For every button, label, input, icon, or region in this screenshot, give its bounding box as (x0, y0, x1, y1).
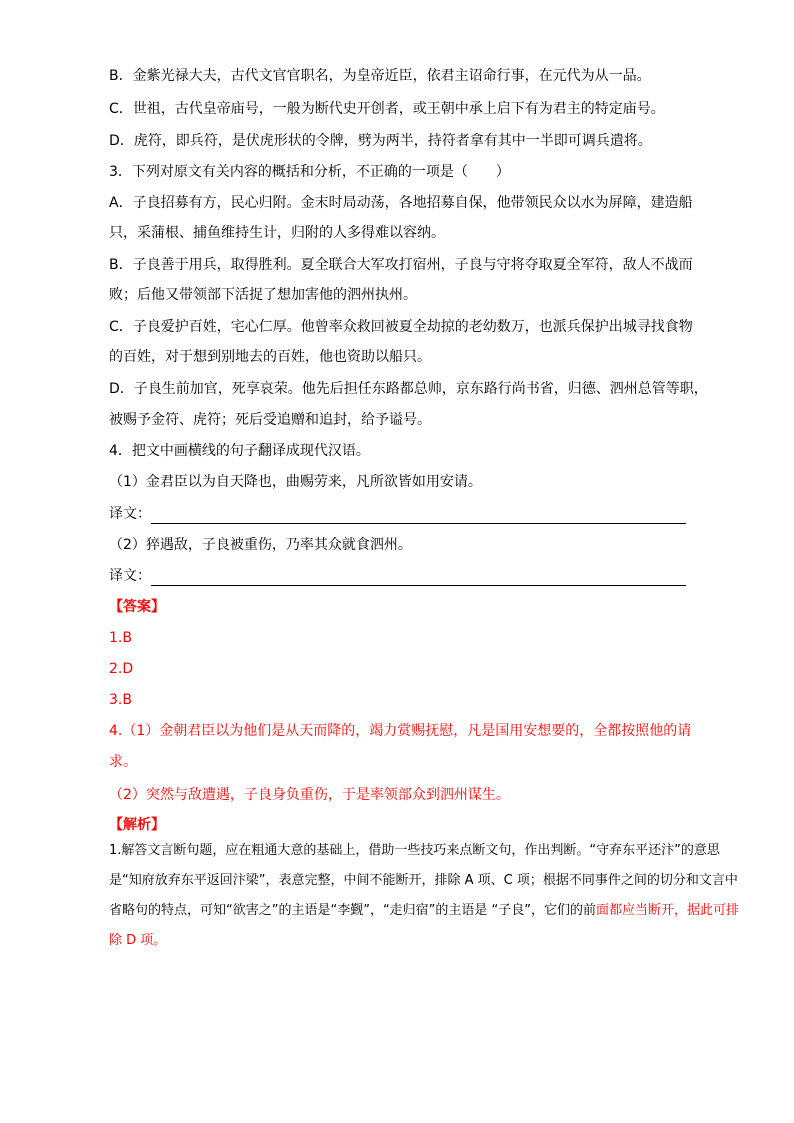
analysis-paragraph (109, 836, 749, 956)
question-3-option-b-line2: 败；后他又带领部下活捉了想加害他的泗州执州。 (109, 287, 417, 303)
question-3-option-b-line1: B．子良善于用兵，取得胜利。夏全联合大军攻打宿州，子良与守将夺取夏全军符，敌人不战而 (109, 257, 693, 273)
answer-4-1-line2: 求。 (109, 754, 137, 770)
question-3-option-c-line2: 的百姓，对于想到别地去的百姓，他也资助以船只。 (109, 349, 431, 365)
answer-heading: 【答案】 (109, 599, 165, 615)
question-3-option-c-line1: C．子良爱护百姓，宅心仁厚。他曾率众救回被夏全劫掠的老幼数万，也派兵保护出城寻找食物 (109, 319, 693, 335)
analysis-text-red: 面都应当断开，据此可排除 D 项。 (109, 903, 740, 948)
translation-row-2 (109, 566, 686, 588)
translation-label: 译文： (109, 506, 151, 522)
translation-blank-line[interactable] (151, 523, 686, 524)
question-3-option-a-line1: A．子良招募有方，民心归附。金末时局动荡，各地招募自保，他带领民众以水为屏障，建造船 (109, 195, 693, 211)
question-4-sentence-2: （2）猝遇敌，子良被重伤，乃率其众就食泗州。 (109, 537, 412, 553)
question-3-option-d-line1: D．子良生前加官，死享哀荣。他先后担任东路都总帅，京东路行尚书省，归德、泗州总管等职， (109, 381, 708, 397)
option-d-line: D．虎符，即兵符，是伏虎形状的令牌，劈为两半，持符者拿有其中一半即可调兵遣将。 (109, 133, 652, 149)
question-3-stem: 3．下列对原文有关内容的概括和分析，不正确的一项是（ ） (109, 164, 510, 180)
analysis-text: 1.解答文言断句题，应在粗通大意的基础上，借助一些技巧来点断文句，作出判断。“守弃东平还汴”的意思是“知府放弃东平返回汴梁”，表意完整，中间不能断开，排除 A 项、C 项；根据不同事件之间的切分和文言中省略句的特点，可知“欲害之”的主语是“李觐”，“走归宿”的主语是 “子良”，它们的前 (109, 843, 738, 918)
option-b-line: B．金紫光禄大夫，古代文官官职名，为皇帝近臣，依君主诏命行事，在元代为从一品。 (109, 68, 651, 84)
answer-1: 1.B (109, 630, 132, 646)
question-3-option-a-line2: 只，采蒲根、捕鱼维持生计，归附的人多得难以容纳。 (109, 225, 445, 241)
question-4-sentence-1: （1）金君臣以为自天降也，曲赐劳来，凡所欲皆如用安请。 (109, 474, 482, 490)
answer-4-1-line1: 4.（1）金朝君臣以为他们是从天而降的，竭力赏赐抚慰，凡是国用安想要的，全都按照他的请 (109, 723, 692, 739)
question-3-option-d-line2: 被赐予金符、虎符；死后受追赠和追封，给予谥号。 (109, 412, 431, 428)
translation-blank-line[interactable] (151, 585, 686, 586)
answer-3: 3.B (109, 692, 132, 708)
answer-2: 2.D (109, 661, 134, 677)
question-4-stem: 4．把文中画横线的句子翻译成现代汉语。 (109, 443, 370, 459)
analysis-heading: 【解析】 (109, 817, 165, 833)
translation-label: 译文： (109, 568, 151, 584)
translation-row-1 (109, 504, 686, 526)
option-c-line: C．世祖，古代皇帝庙号，一般为断代史开创者，或王朝中承上启下有为君主的特定庙号。 (109, 101, 665, 117)
answer-4-2: （2）突然与敌遭遇，子良身负重伤，于是率领部众到泗州谋生。 (109, 787, 510, 803)
